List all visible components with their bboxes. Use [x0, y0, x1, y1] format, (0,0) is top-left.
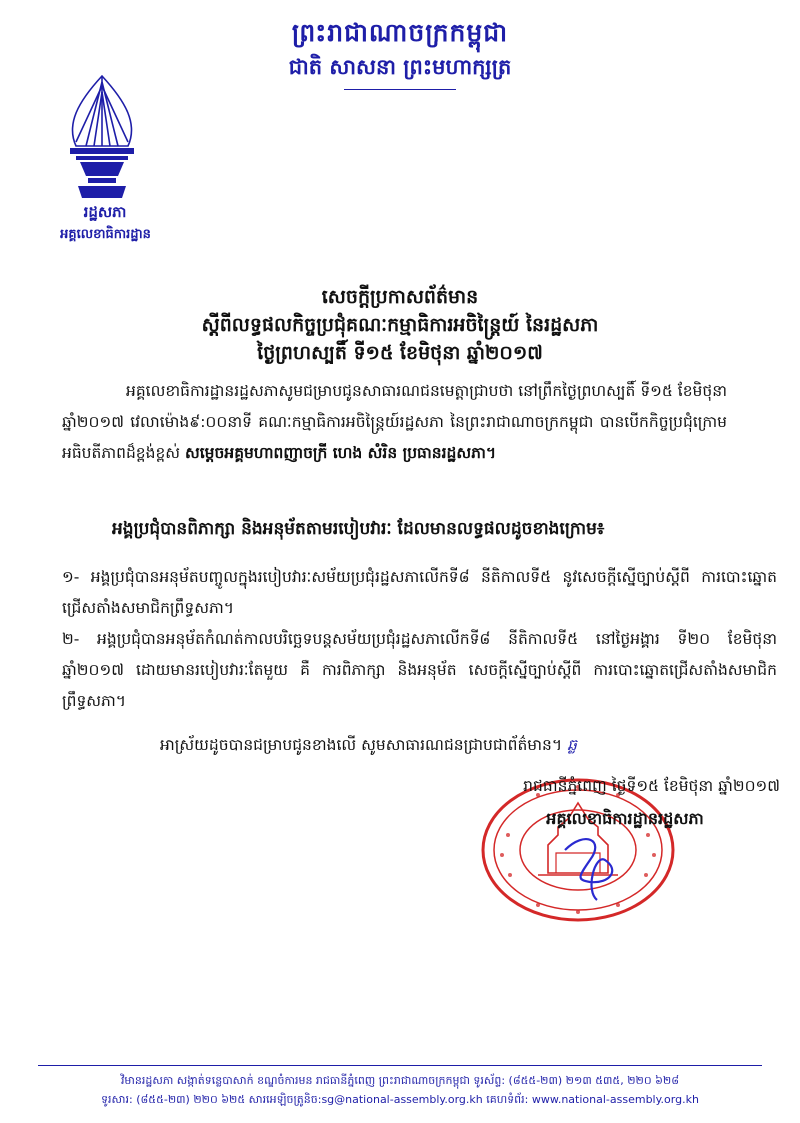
department-name: អគ្គលេខាធិការដ្ឋាន	[60, 227, 151, 242]
agenda-heading: អង្គប្រជុំបានពិភាក្សា និងអនុម័តតាមរបៀបវារៈ ដែលមានលទ្ធផលដូចខាងក្រោម៖	[112, 519, 605, 539]
date-line: រាជធានីភ្នំពេញ ថ្ងៃទី១៥ ខែមិថុនា ឆ្នាំ២០១៧	[523, 777, 780, 795]
intro-text: អគ្គលេខាធិការដ្ឋានរដ្ឋសភាសូមជម្រាបជូនសាធារណជនមេត្តាជ្រាបថា នៅព្រឹកថ្ងៃព្រហស្បតិ៍ ទី១៥ ខែមិថុនា ឆ្នាំ២០១៧ វេលាម៉ោង៩:០០នាទី គណៈកម្មាធិការអចិន្ត្រៃយ៍រដ្ឋសភា នៃព្រះរាជាណាចក្រកម្ពុជា បានបើកកិច្ចប្រជុំក្រោមអធិបតីភាពដ៏ខ្ពង់ខ្ពស់	[62, 382, 727, 462]
document-subtitle: ស្តីពីលទ្ធផលកិច្ចប្រជុំគណៈកម្មាធិការអចិន្ត្រៃយ៍ នៃរដ្ឋសភា	[201, 314, 599, 336]
handwritten-initials: ឆ្ល	[567, 736, 577, 754]
national-motto: ជាតិ សាសនា ព្រះមហាក្សត្រ	[288, 55, 512, 79]
footer-divider	[38, 1065, 762, 1066]
agenda-item-1: ១- អង្គប្រជុំបានអនុម័តបញ្ចូលក្នុងរបៀបវារៈសម័យប្រជុំរដ្ឋសភាលើកទី៨ នីតិកាលទី៥ នូវសេចក្តីស្នើច្បាប់ស្តីពី ការបោះឆ្នោតជ្រើសតាំងសមាជិកព្រឹទ្ធសភា។	[62, 568, 777, 617]
document-date-title: ថ្ងៃព្រហស្បតិ៍ ទី១៥ ខែមិថុនា ឆ្នាំ២០១៧	[257, 342, 543, 364]
intro-paragraph	[62, 376, 727, 469]
closing-text: អាស្រ័យដូចបានជម្រាបជូនខាងលើ សូមសាធារណជនជ្រាបជាព័ត៌មាន។	[160, 736, 563, 754]
header-divider	[344, 89, 456, 90]
institution-name: រដ្ឋសភា	[83, 203, 127, 221]
closing-sentence	[160, 735, 780, 758]
kingdom-title: ព្រះរាជាណាចក្រកម្ពុជា	[291, 18, 509, 47]
footer-contact: ទូរសារ: (៨៥៥-២៣) ២២០ ៦២៥ សារអេឡិចត្រូនិច:sg@national-assembly.org.kh គេហទំព័រ: www.national-assembly.org.kh	[101, 1093, 699, 1106]
document-title: សេចក្តីប្រកាសព័ត៌មាន	[321, 286, 479, 308]
signer-title: អគ្គលេខាធិការដ្ឋានរដ្ឋសភា	[546, 809, 704, 828]
agenda-item-2: ២- អង្គប្រជុំបានអនុម័តកំណត់កាលបរិច្ឆេទបន្តសម័យប្រជុំរដ្ឋសភាលើកទី៨ នីតិកាលទី៥ នៅថ្ងៃអង្គារ ទី២០ ខែមិថុនា ឆ្នាំ២០១៧ ដោយមានរបៀបវារៈតែមួយ គឺ ការពិភាក្សា និងអនុម័ត សេចក្តីស្នើច្បាប់ស្តីពី ការបោះឆ្នោតជ្រើសតាំងសមាជិកព្រឹទ្ធសភា។	[62, 630, 777, 710]
intro-bold-text: សម្តេចអគ្គមហាពញាចក្រី ហេង សំរិន ប្រធានរដ្ឋសភា។	[185, 444, 497, 462]
footer-address: វិមានរដ្ឋសភា សង្កាត់ទន្លេបាសាក់ ខណ្ឌចំការមន រាជធានីភ្នំពេញ ព្រះរាជាណាចក្រកម្ពុជា ទូរស័ព្ទ: (៨៥៥-២៣) ២១៣ ៥៣៥, ២២០ ៦២៨	[120, 1074, 680, 1087]
national-assembly-emblem-icon	[58, 72, 146, 202]
signature-icon	[535, 820, 655, 910]
